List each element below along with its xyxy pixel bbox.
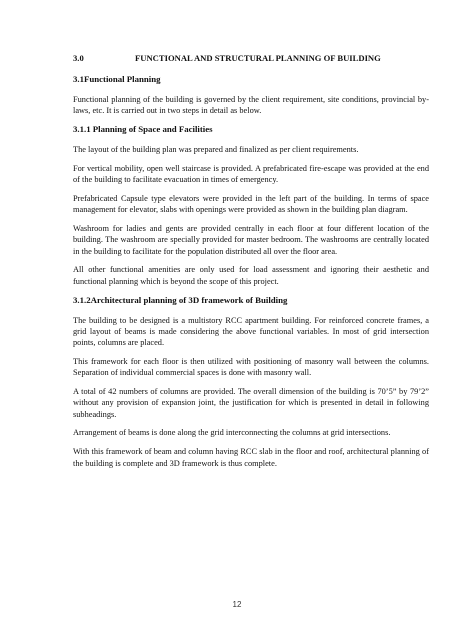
section-space-facilities xyxy=(73,124,429,287)
paragraph: For vertical mobility, open well staircase is provided. A prefabricated fire-escape was provided at the end of the building to facilitate evacuation in times of emergency. xyxy=(73,163,429,185)
paragraph: With this framework of beam and column having RCC slab in the floor and roof, architectural planning of the building is complete and 3D framework is thus complete. xyxy=(73,447,429,468)
paragraph: Functional planning of the building is governed by the client requirement, site conditions, provincial by-laws, etc. It is carried out in two steps in detail as below. xyxy=(73,95,429,116)
page-content xyxy=(73,53,429,476)
paragraph: The layout of the building plan was prepared and finalized as per client requirements. xyxy=(73,145,359,155)
section-architectural-planning xyxy=(73,295,429,469)
paragraph: The building to be designed is a multistory RCC apartment building. For reinforced concrete frames, a grid layout of beams is made considering the above functional variables. In most of grid intersection points, columns are placed. xyxy=(73,315,429,348)
page-number: 12 xyxy=(232,600,242,609)
chapter-heading xyxy=(73,53,429,64)
paragraph: Washroom for ladies and gents are provided centrally in each floor at four different location of the building. The washroom are specially provided for master bedroom. The washrooms are centrally located in the building to facilitate for the population distributed all over the floor area. xyxy=(73,224,429,256)
paragraph: All other functional amenities are only used for load assessment and ignoring their aesthetic and functional planning which is beyond the scope of this project. xyxy=(73,265,429,286)
subsection-heading: 3.1.1 Planning of Space and Facilities xyxy=(73,124,213,135)
chapter-title: FUNCTIONAL AND STRUCTURAL PLANNING OF BUILDING xyxy=(135,53,381,63)
section-heading: 3.1Functional Planning xyxy=(73,74,161,84)
paragraph: A total of 42 numbers of columns are provided. The overall dimension of the building is 70’5” by 79’2” without any provision of expansion joint, the justification for which is presented in detail in following subheadings. xyxy=(73,387,429,419)
section-functional-planning xyxy=(73,74,429,117)
paragraph: Arrangement of beams is done along the grid interconnecting the columns at grid intersections. xyxy=(73,428,391,438)
paragraph: This framework for each floor is then utilized with positioning of masonry wall between the columns. Separation of individual commercial spaces is done with masonry wall. xyxy=(73,356,429,378)
subsection-heading: 3.1.2Architectural planning of 3D framework of Building xyxy=(73,294,288,305)
paragraph: Prefabricated Capsule type elevators were provided in the left part of the building. In terms of space management for elevator, slabs with openings were provided as shown in the building plan diagram. xyxy=(73,193,429,215)
chapter-number: 3.0 xyxy=(73,53,84,63)
